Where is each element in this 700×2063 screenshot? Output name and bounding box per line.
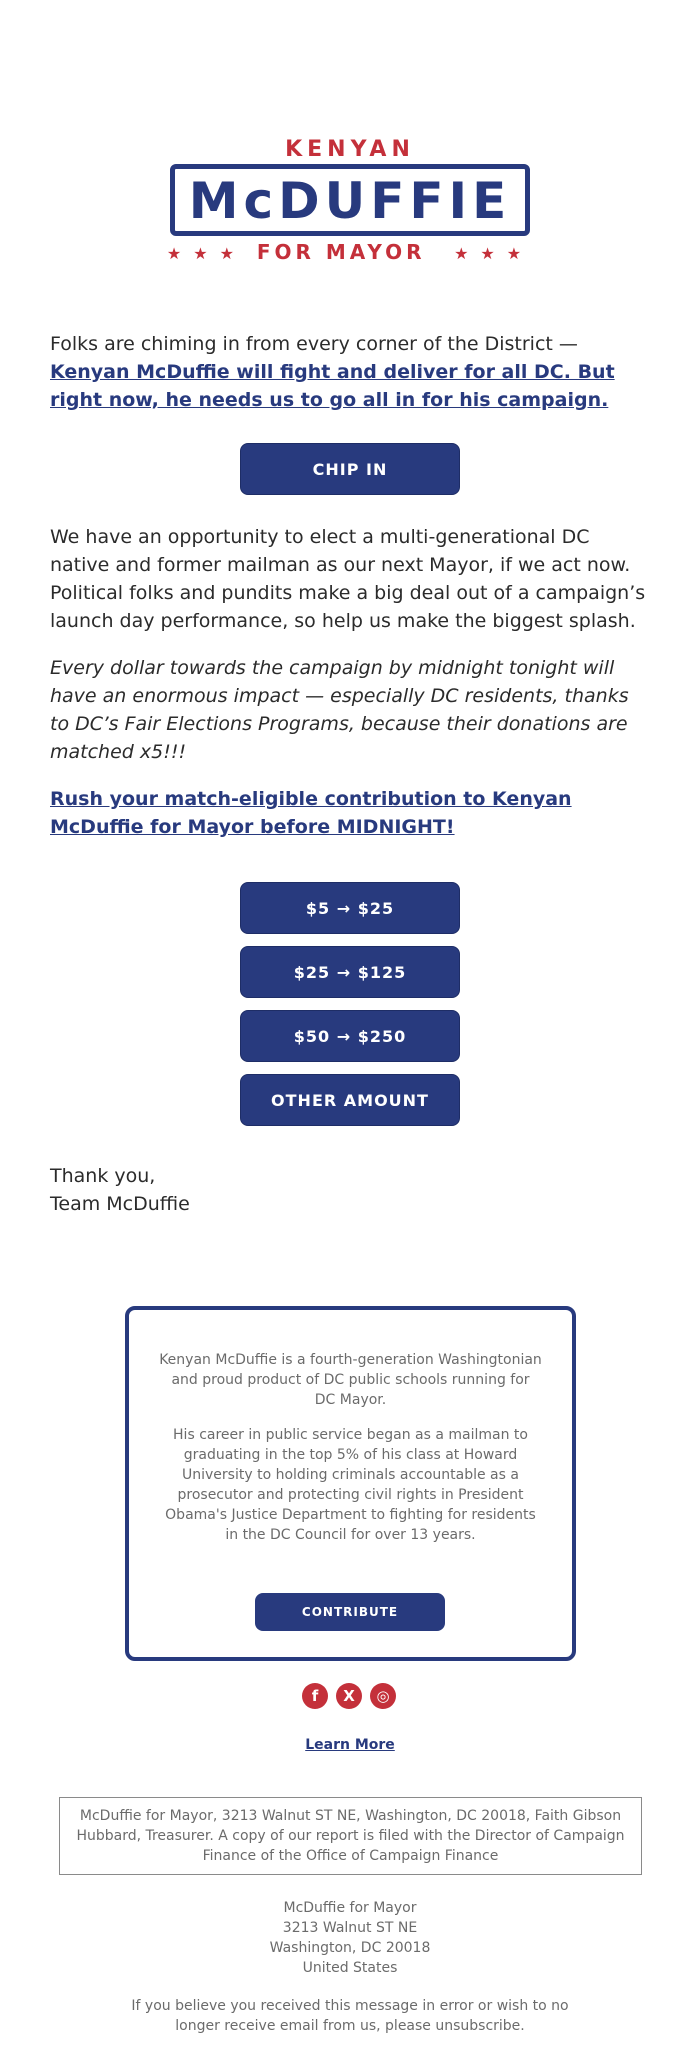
legal-disclaimer: McDuffie for Mayor, 3213 Walnut ST NE, Washington, DC 20018, Faith Gibson Hubbard, Treasurer. A copy of our report is filed with the Director of Campaign Finance of the Office of Campaign Finance	[59, 1797, 642, 1875]
x-twitter-icon[interactable]: X	[336, 1683, 362, 1709]
logo-name-box	[170, 164, 531, 236]
intro-text: Folks are chiming in from every corner of the District —	[50, 333, 578, 355]
facebook-icon[interactable]: f	[302, 1683, 328, 1709]
address-line: 3213 Walnut ST NE	[282, 1920, 418, 1936]
contribute-button[interactable]: CONTRIBUTE	[255, 1593, 445, 1631]
learn-more-link[interactable]: Learn More	[305, 1737, 395, 1753]
social-links	[302, 1683, 396, 1709]
intro-link[interactable]: Kenyan McDuffie will fight and deliver for all DC. But right now, he needs us to go all in for his campaign.	[50, 361, 615, 411]
intro-paragraph	[50, 330, 650, 414]
logo-kenyan: KENYAN	[285, 137, 415, 162]
address-line: United States	[302, 1960, 398, 1976]
address-line: McDuffie for Mayor	[283, 1900, 417, 1916]
bio-paragraph-1: Kenyan McDuffie is a fourth-generation Washingtonian and proud product of DC public schools running for DC Mayor.	[159, 1352, 542, 1408]
logo-for-mayor	[0, 240, 700, 266]
rush-paragraph	[50, 785, 650, 841]
donate-25-button[interactable]: $25 → $125	[240, 946, 460, 998]
address-line: Washington, DC 20018	[269, 1940, 431, 1956]
signoff-text: Team McDuffie	[50, 1193, 190, 1215]
other-amount-button[interactable]: OTHER AMOUNT	[240, 1074, 460, 1126]
body-paragraph-1: We have an opportunity to elect a multi-generational DC native and former mailman as our next Mayor, if we act now. Political folks and pundits make a big deal out of a campaign’s launch day performance, so help us make the biggest splash.	[50, 526, 646, 632]
thanks-text: Thank you,	[50, 1165, 156, 1187]
star-icon: ★★★	[166, 244, 246, 263]
logo-for-mayor-text: FOR MAYOR	[256, 240, 426, 264]
chip-in-button[interactable]: CHIP IN	[240, 443, 460, 495]
body-paragraph-2: Every dollar towards the campaign by midnight tonight will have an enormous impact — especially DC residents, thanks to DC’s Fair Elections Programs, because their donations are matched x5!!!	[50, 657, 629, 763]
instagram-icon[interactable]: ◎	[370, 1683, 396, 1709]
mailing-address	[0, 1898, 700, 1978]
unsubscribe-text: If you believe you received this message in error or wish to no longer receive email from us, please unsubscribe.	[131, 1998, 569, 2034]
star-icon: ★★★	[436, 244, 534, 263]
campaign-logo	[0, 138, 700, 266]
bio-paragraph-2: His career in public service began as a mailman to graduating in the top 5% of his class at Howard University to holding criminals accountable as a prosecutor and protecting civil rights in President Obama's Justice Department to fighting for residents in the DC Council for over 13 years.	[165, 1427, 536, 1543]
donate-5-button[interactable]: $5 → $25	[240, 882, 460, 934]
donate-50-button[interactable]: $50 → $250	[240, 1010, 460, 1062]
logo-name: McDUFFIE	[188, 172, 512, 230]
rush-link[interactable]: Rush your match-eligible contribution to Kenyan McDuffie for Mayor before MIDNIGHT!	[50, 788, 572, 838]
bio-card	[125, 1306, 576, 1661]
